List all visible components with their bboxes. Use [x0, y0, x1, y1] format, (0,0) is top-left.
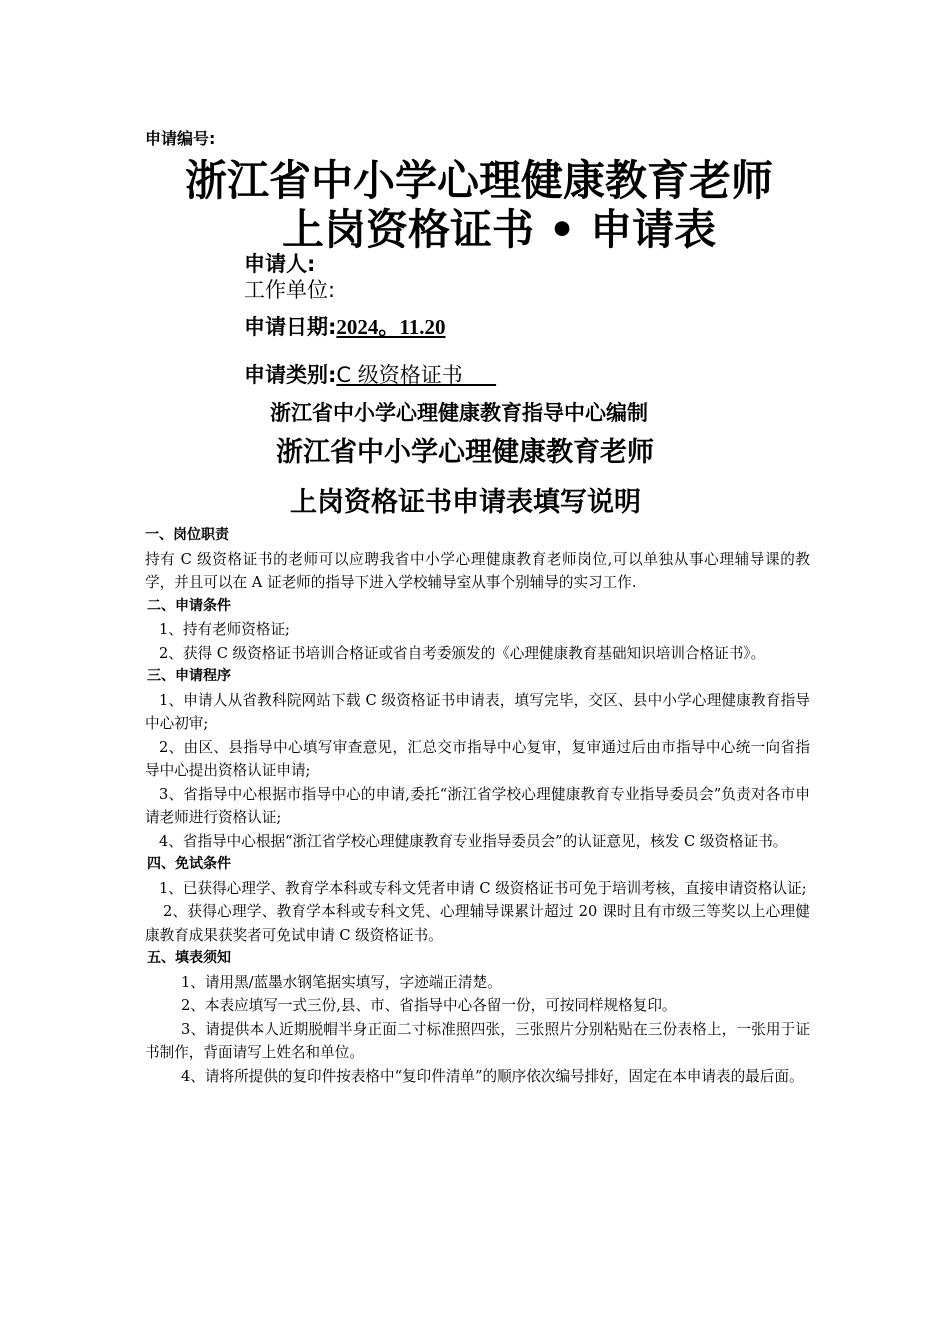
- form-title-line-1: 浙江省中小学心理健康教育老师: [185, 156, 774, 205]
- instructions-body: [145, 524, 810, 1088]
- application-date-label: 申请日期:: [244, 315, 337, 339]
- section-heading: 三、申请程序: [147, 668, 231, 684]
- application-date-field: [244, 311, 446, 341]
- section-paragraph: 1、请用黑/蓝墨水钢笔据实填写，字迹端正清楚。: [181, 973, 502, 991]
- section-paragraph: 1、已获得心理学、教育学本科或专科文凭者申请 C 级资格证书可免于培训考核，直接申请资格认证;: [159, 879, 807, 897]
- form-title-line-2: 上岗资格证书 • 申请表: [282, 205, 717, 254]
- application-category-field: [244, 359, 496, 389]
- section-paragraph: 3、省指导中心根据市指导中心的申请,委托“浙江省学校心理健康教育专业指导委员会”负责对各市申请老师进行资格认证;: [145, 785, 810, 826]
- section-paragraph: 持有 C 级资格证书的老师可以应聘我省中小学心理健康教育老师岗位,可以单独从事心理辅导课的教学，并且可以在 A 证老师的指导下进入学校辅导室从事个别辅导的实习工作.: [145, 550, 810, 591]
- compiled-by-note: 浙江省中小学心理健康教育指导中心编制: [270, 401, 648, 425]
- section-paragraph: 4、请将所提供的复印件按表格中“复印件清单”的顺序依次编号排好，固定在本申请表的最后面。: [181, 1067, 804, 1085]
- section-paragraph: 3、请提供本人近期脱帽半身正面二寸标准照四张，三张照片分别粘贴在三份表格上，一张用于证书制作，背面请写上姓名和单位。: [145, 1020, 810, 1061]
- section-paragraph: 2、由区、县指导中心填写审查意见，汇总交市指导中心复审，复审通过后由市指导中心统一向省指导中心提出资格认证申请;: [145, 738, 810, 779]
- instructions-title-line-2: 上岗资格证书申请表填写说明: [290, 487, 641, 518]
- work-unit-label: 工作单位:: [244, 278, 336, 302]
- section-heading: 五、填表须知: [147, 950, 231, 966]
- application-category-label: 申请类别:: [244, 363, 337, 387]
- instructions-title-line-1: 浙江省中小学心理健康教育老师: [276, 437, 654, 468]
- application-number-label: 申请编号:: [145, 129, 216, 148]
- application-date-value: 2024。11.20: [336, 315, 446, 339]
- section-heading: 四、免试条件: [147, 856, 231, 872]
- section-paragraph: 1、持有老师资格证;: [159, 621, 290, 638]
- section-paragraph: 2、本表应填写一式三份,县、市、省指导中心各留一份，可按同样规格复印。: [181, 997, 677, 1014]
- section-paragraph: 2、获得心理学、教育学本科或专科文凭、心理辅导课累计超过 20 课时且有市级三等奖以上心理健康教育成果获奖者可免试申请 C 级资格证书。: [145, 903, 810, 944]
- applicant-label: 申请人:: [244, 252, 316, 276]
- section-paragraph: 4、省指导中心根据“浙江省学校心理健康教育专业指导委员会”的认证意见，核发 C 级资格证书。: [159, 832, 788, 850]
- work-unit-field: [244, 274, 335, 304]
- section-paragraph: 2、获得 C 级资格证书培训合格证或省自考委颁发的《心理健康教育基础知识培训合格证书》。: [159, 644, 766, 662]
- section-paragraph: 1、申请人从省教科院网站下载 C 级资格证书申请表，填写完毕，交区、县中小学心理健康教育指导中心初审;: [145, 691, 810, 732]
- application-category-value: C 级资格证书: [336, 363, 497, 387]
- section-heading: 一、岗位职责: [145, 527, 229, 543]
- section-heading: 二、申请条件: [147, 597, 231, 614]
